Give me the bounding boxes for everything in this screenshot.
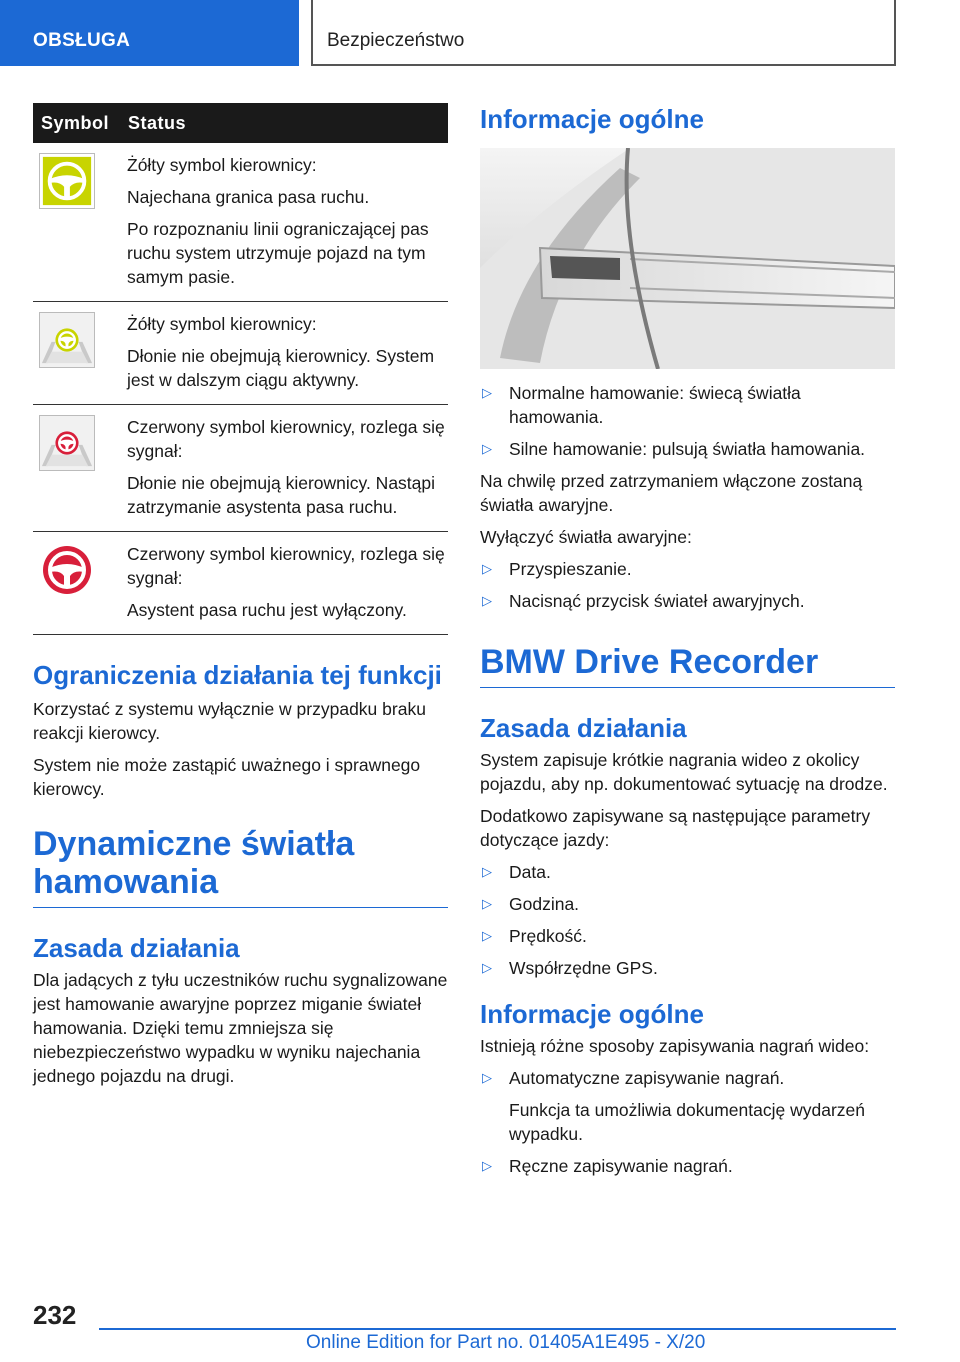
list-item: ▷ Silne hamowanie: pulsują światła hamowania. — [482, 439, 866, 459]
list-item: ▷ Przyspieszanie. — [482, 559, 632, 579]
table-row — [33, 143, 448, 302]
brake-light-photo — [480, 148, 895, 369]
triangle-bullet-icon: ▷ — [482, 385, 492, 400]
status-line: Żółty symbol kierownicy: — [127, 314, 317, 334]
rec-auto-description: Funkcja ta umożliwia dokumentację wydarzeń wypadku. — [509, 1100, 865, 1144]
table-row — [33, 532, 448, 635]
limits-heading: Ograniczenia działania tej funkcji — [33, 660, 442, 690]
list-item: ▷ Normalne hamowanie: świecą światła hamowania. — [482, 383, 801, 427]
limits-paragraph: System nie może zastąpić uważnego i sprawnego kierowcy. — [33, 755, 421, 799]
triangle-bullet-icon: ▷ — [482, 1070, 492, 1085]
list-item: ▷ Prędkość. — [482, 926, 587, 946]
principle-paragraph: Dla jadących z tyłu uczestników ruchu sygnalizowane jest hamowanie awaryjne poprzez miganie świateł hamowania. Dzięki temu zmniejsza się niebezpieczeństwo wypadku w wyniku najechania jednego pojazdu na drugi. — [33, 970, 448, 1086]
triangle-bullet-icon: ▷ — [482, 593, 492, 608]
steering-wheel-red-lane-icon — [39, 415, 95, 471]
rec-paragraph: Dodatkowo zapisywane są następujące parametry dotyczące jazdy: — [480, 806, 871, 850]
list-item: ▷ Data. — [482, 862, 551, 882]
triangle-bullet-icon: ▷ — [482, 561, 492, 576]
rec-general-paragraph: Istnieją różne sposoby zapisywania nagrań wideo: — [480, 1036, 870, 1056]
status-line: Czerwony symbol kierownicy, rozlega się sygnał: — [127, 417, 445, 461]
brake-list — [480, 381, 895, 461]
limits-paragraph: Korzystać z systemu wyłącznie w przypadku braku reakcji kierowcy. — [33, 699, 426, 743]
footer-divider — [99, 1328, 896, 1330]
rec-modes-list — [480, 1066, 895, 1178]
status-line: Żółty symbol kierownicy: — [127, 155, 317, 175]
status-line: Asystent pasa ruchu jest wyłączony. — [127, 600, 407, 620]
chapter-title: Dynamiczne światła hamowania — [33, 825, 448, 908]
list-item: ▷ Godzina. — [482, 894, 580, 914]
status-line: Dłonie nie obejmują kierownicy. Nastąpi zatrzymanie asystenta pasa ruchu. — [127, 473, 436, 517]
list-item: ▷ Ręczne zapisywanie nagrań. — [482, 1156, 733, 1176]
list-item: ▷ Nacisnąć przycisk świateł awaryjnych. — [482, 591, 805, 611]
rec-general-heading: Informacje ogólne — [480, 999, 704, 1029]
switch-off-list — [480, 557, 895, 613]
table-row — [33, 405, 448, 532]
rec-params-list — [480, 860, 895, 980]
col-header-symbol: Symbol — [33, 103, 119, 143]
table-row — [33, 302, 448, 405]
triangle-bullet-icon: ▷ — [482, 1158, 492, 1173]
triangle-bullet-icon: ▷ — [482, 896, 492, 911]
triangle-bullet-icon: ▷ — [482, 441, 492, 456]
list-item: ▷ Współrzędne GPS. — [482, 958, 658, 978]
status-line: Po rozpoznaniu linii ograniczającej pas ruchu system utrzymuje pojazd na tym samym pasie. — [127, 219, 429, 287]
steering-wheel-yellow-icon — [39, 153, 95, 209]
edition-link[interactable]: Online Edition for Part no. 01405A1E495 - X/20 — [306, 1332, 706, 1353]
principle-heading: Zasada działania — [33, 933, 240, 963]
rec-paragraph: System zapisuje krótkie nagrania wideo z okolicy pojazdu, aby np. dokumentować sytuację na drodze. — [480, 750, 888, 794]
status-line: Najechana granica pasa ruchu. — [127, 187, 370, 207]
status-line: Czerwony symbol kierownicy, rozlega się sygnał: — [127, 544, 445, 588]
hazard-paragraph: Na chwilę przed zatrzymaniem włączone zostaną światła awaryjne. — [480, 471, 863, 515]
general-heading: Informacje ogólne — [480, 104, 704, 134]
section-tab[interactable]: OBSŁUGA — [0, 0, 299, 66]
topic-tab[interactable]: Bezpieczeństwo — [311, 0, 896, 66]
left-column — [33, 103, 448, 1096]
rec-principle-heading: Zasada działania — [480, 713, 687, 743]
status-line: Dłonie nie obejmują kierownicy. System jest w dalszym ciągu aktywny. — [127, 346, 435, 390]
right-column — [480, 103, 895, 1186]
page-number: 232 — [33, 1300, 77, 1330]
symbol-status-table — [33, 103, 448, 635]
steering-wheel-yellow-lane-icon — [39, 312, 95, 368]
triangle-bullet-icon: ▷ — [482, 864, 492, 879]
triangle-bullet-icon: ▷ — [482, 960, 492, 975]
col-header-status: Status — [119, 103, 448, 143]
page-header — [0, 0, 960, 66]
list-item: ▷ Automatyczne zapisywanie nagrań. Funkcja ta umożliwia dokumentację wydarzeń wypadku. — [480, 1066, 895, 1146]
switch-off-paragraph: Wyłączyć światła awaryjne: — [480, 527, 692, 547]
triangle-bullet-icon: ▷ — [482, 928, 492, 943]
steering-wheel-red-icon — [39, 542, 95, 598]
page-footer — [0, 1290, 960, 1362]
recorder-chapter-title: BMW Drive Recorder — [480, 643, 895, 688]
